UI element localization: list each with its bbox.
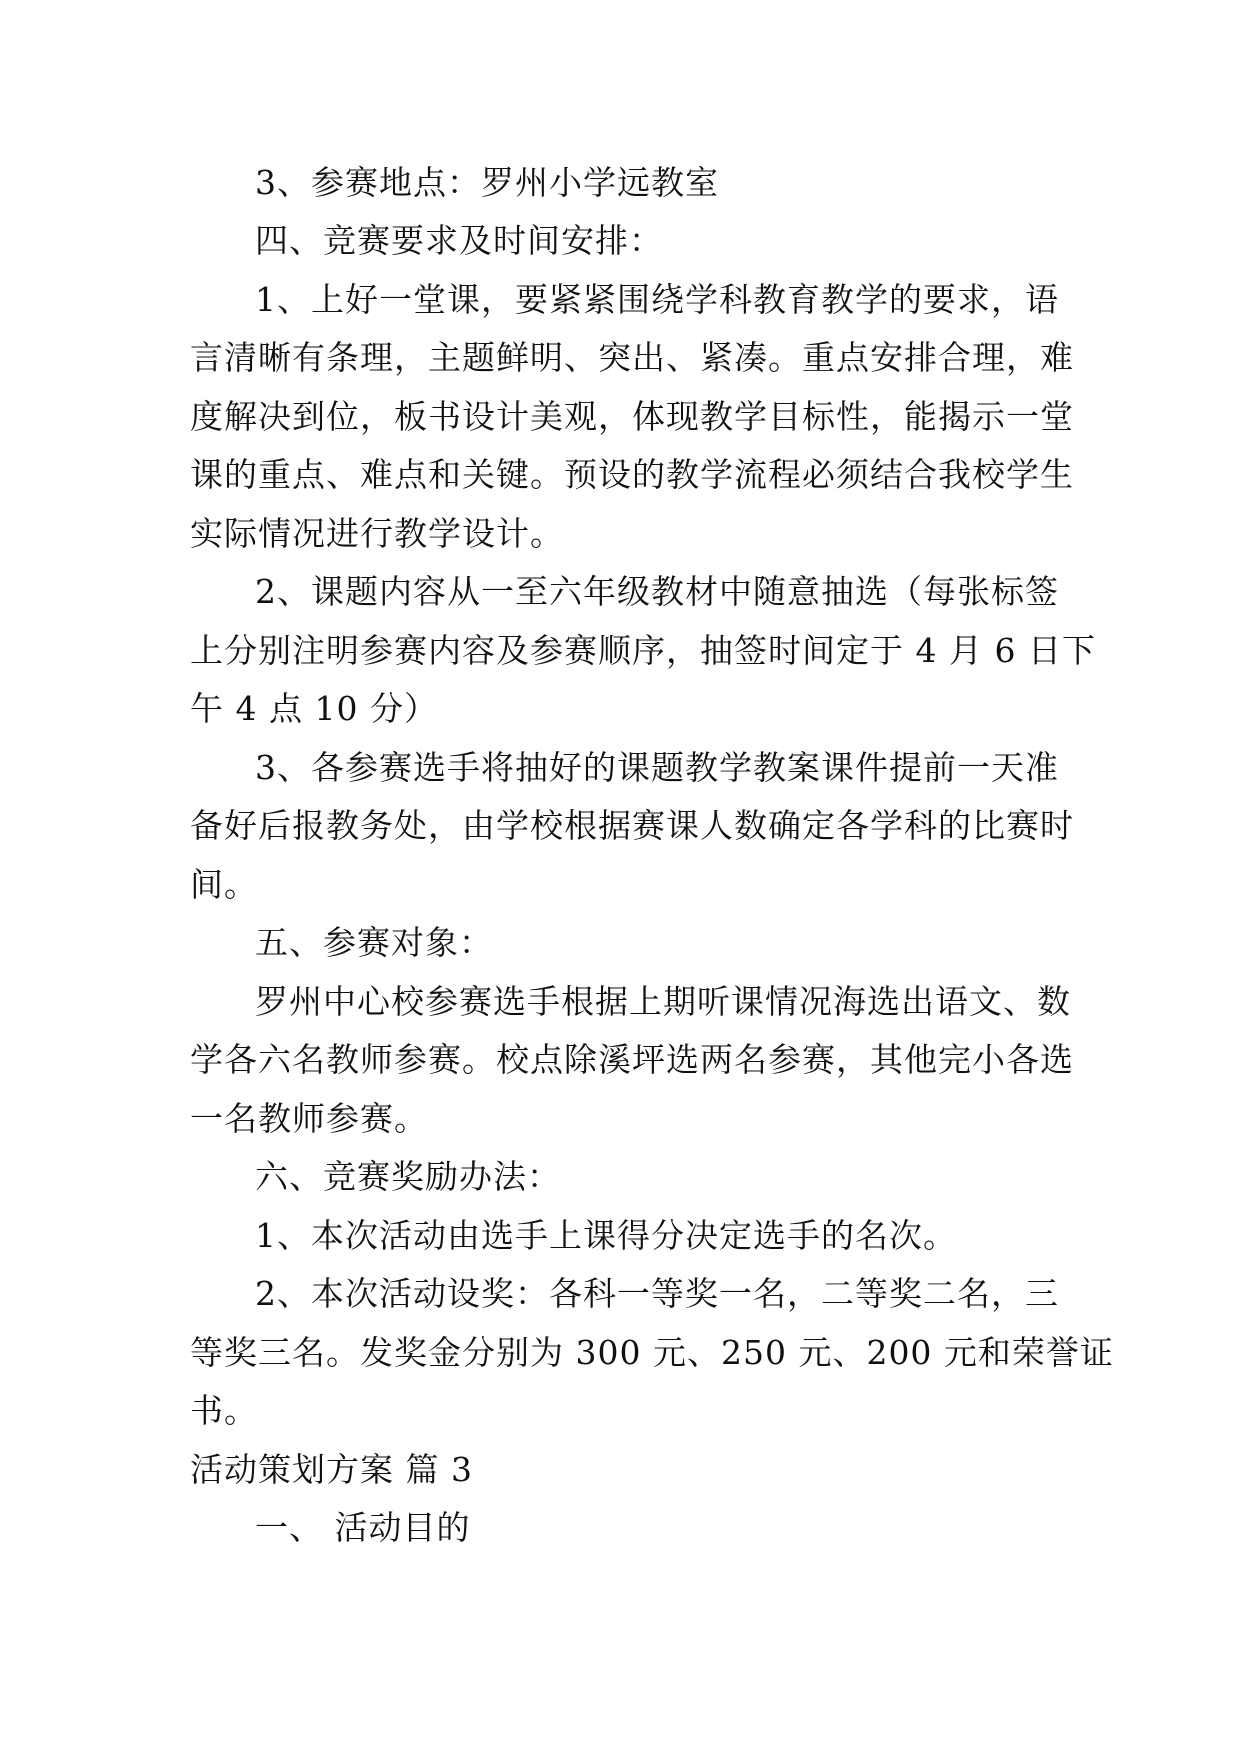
section-heading: 六、竞赛奖励办法： bbox=[255, 1157, 561, 1196]
text-line: 2、本次活动设奖：各科一等奖一名，二等奖二名，三 bbox=[255, 1274, 1059, 1313]
text-line: 上分别注明参赛内容及参赛顺序，抽签时间定于 4 月 6 日下 bbox=[190, 631, 1096, 670]
text-line: 3、参赛地点：罗州小学远教室 bbox=[255, 163, 719, 202]
text-line: 学各六名教师参赛。校点除溪坪选两名参赛，其他完小各选 bbox=[190, 1040, 1074, 1079]
text-line: 1、本次活动由选手上课得分决定选手的名次。 bbox=[255, 1216, 957, 1255]
text-line: 一名教师参赛。 bbox=[190, 1099, 428, 1138]
text-line: 度解决到位，板书设计美观，体现教学目标性，能揭示一堂 bbox=[190, 397, 1074, 436]
text-line: 备好后报教务处，由学校根据赛课人数确定各学科的比赛时 bbox=[190, 806, 1074, 845]
text-line: 等奖三名。发奖金分别为 300 元、250 元、200 元和荣誉证 bbox=[190, 1333, 1114, 1372]
document-heading: 活动策划方案 篇 3 bbox=[190, 1450, 473, 1489]
text-line: 间。 bbox=[190, 865, 258, 904]
text-line: 书。 bbox=[190, 1391, 258, 1430]
text-line: 罗州中心校参赛选手根据上期听课情况海选出语文、数 bbox=[255, 982, 1071, 1021]
text-line: 2、课题内容从一至六年级教材中随意抽选（每张标签 bbox=[255, 572, 1059, 611]
section-heading: 一、 活动目的 bbox=[255, 1508, 471, 1547]
text-line: 午 4 点 10 分） bbox=[190, 689, 438, 728]
section-heading: 五、参赛对象： bbox=[255, 923, 493, 962]
text-line: 3、各参赛选手将抽好的课题教学教案课件提前一天准 bbox=[255, 748, 1059, 787]
text-line: 1、上好一堂课，要紧紧围绕学科教育教学的要求，语 bbox=[255, 280, 1059, 319]
text-line: 实际情况进行教学设计。 bbox=[190, 514, 564, 553]
text-line: 言清晰有条理，主题鲜明、突出、紧凑。重点安排合理，难 bbox=[190, 338, 1074, 377]
text-line: 课的重点、难点和关键。预设的教学流程必须结合我校学生 bbox=[190, 455, 1074, 494]
section-heading: 四、竞赛要求及时间安排： bbox=[255, 221, 663, 260]
